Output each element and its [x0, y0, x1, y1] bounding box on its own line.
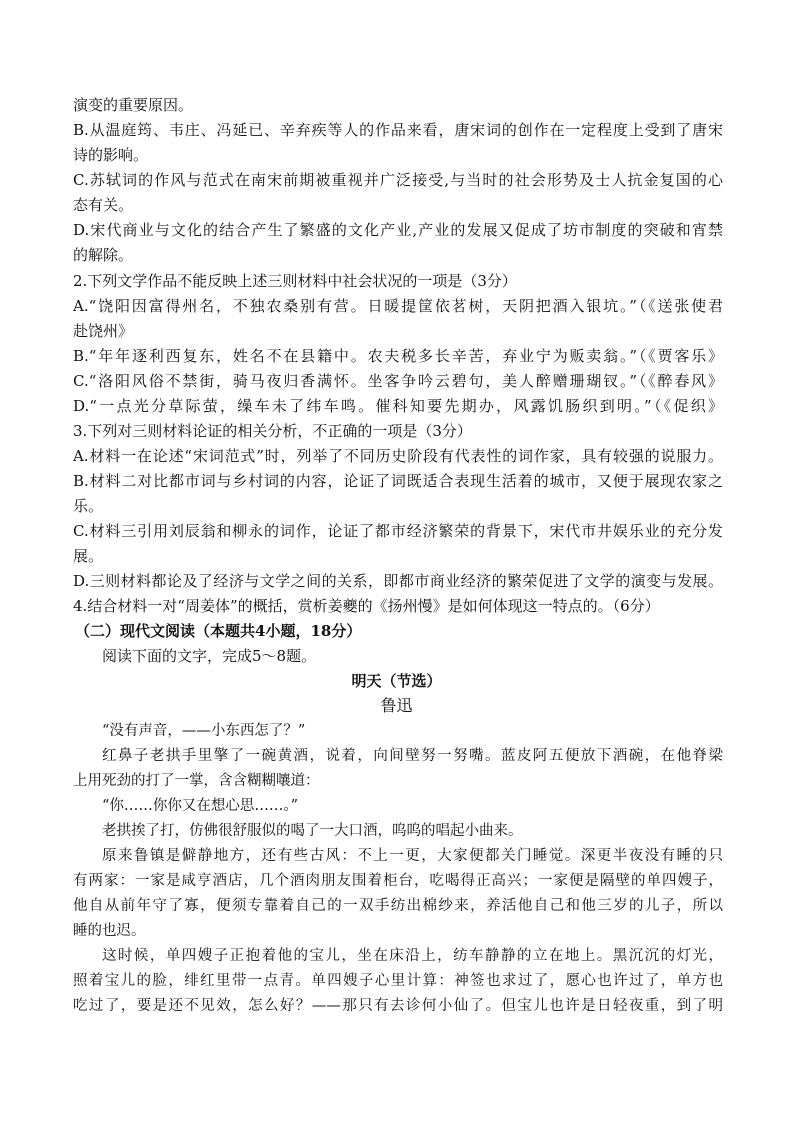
story-paragraph-2-line1: 红鼻子老拱手里擎了一碗黄酒，说着，向间壁努一努嘴。蓝皮阿五便放下酒碗，在他脊梁	[102, 748, 723, 764]
q1-option-d-line2: 的解除。	[73, 246, 134, 264]
q2-option-d: D.“一点光分草际萤，缲车未了纬车鸣。催科知要先期办，风露饥肠织到明。”（《促织》	[73, 397, 723, 415]
q3-option-b-line1: B.材料二对比都市词与乡村词的内容，论证了词既适合表现生活着的城市，又便于展现农家之	[73, 472, 723, 490]
q4-stem: 4.结合材料一对“周姜体”的概括，赏析姜夔的《扬州慢》是如何体现这一特点的。（6分）	[73, 597, 660, 615]
q1-option-b-line2: 诗的影响。	[73, 146, 149, 164]
story-paragraph-3: “你……你你又在想心思……。”	[102, 798, 299, 814]
story-paragraph-6-line3: 吃过了，要是还不见效，怎么好？——那只有去诊何小仙了。但宝儿也许是日轻夜重，到了明	[73, 998, 723, 1014]
q2-stem: 2.下列文学作品不能反映上述三则材料中社会状况的一项是（3分）	[73, 272, 517, 290]
story-paragraph-5-line4: 睡的也迟。	[73, 923, 146, 939]
reading-instruction: 阅读下面的文字，完成5～8题。	[102, 647, 317, 665]
q2-option-a-line1: A.“饶阳因富得州名，不独农桑别有营。日暖提筐依茗树，天阴把酒入银坑。”（《送张使君	[73, 297, 723, 315]
story-paragraph-2-line2: 上用死劲的打了一掌，含含糊糊嚷道：	[73, 773, 320, 789]
story-paragraph-6-line1: 这时候，单四嫂子正抱着他的宝儿，坐在床沿上，纺车静静的立在地上。黑沉沉的灯光，	[102, 948, 723, 964]
q1-option-c-line1: C.苏轼词的作风与范式在南宋前期被重视并广泛接受,与当时的社会形势及士人抗金复国的心	[73, 171, 723, 189]
story-paragraph-5-line2: 有两家：一家是咸亨酒店，几个酒肉朋友围着柜台，吃喝得正高兴；一家便是隔壁的单四嫂子，	[73, 873, 723, 889]
q3-option-d: D.三则材料都论及了经济与文学之间的关系，即都市商业经济的繁荣促进了文学的演变与发展。	[73, 572, 723, 590]
q3-option-a: A.材料一在论述“宋词范式”时，列举了不同历史阶段有代表性的词作家，具有较强的说服力。	[73, 447, 723, 465]
q2-option-a-line2: 赴饶州》	[73, 322, 134, 340]
story-paragraph-5-line3: 他自从前年守了寡，便须专靠着自己的一双手纺出棉纱来，养活他自己和他三岁的儿子，所以	[73, 898, 723, 914]
q2-option-c: C.“洛阳风俗不禁街，骑马夜归香满怀。坐客争吟云碧句，美人醉赠珊瑚钗。”（《醉春风》	[73, 372, 723, 390]
passage-author: 鲁迅	[380, 696, 413, 715]
passage-title: 明天（节选）	[351, 672, 442, 690]
story-paragraph-4: 老拱挨了打，仿佛很舒服似的喝了一大口酒，呜呜的唱起小曲来。	[102, 823, 523, 839]
story-paragraph-1: “没有声音，——小东西怎了？”	[102, 723, 306, 739]
q3-option-c-line1: C.材料三引用刘辰翁和柳永的词作，论证了都市经济繁荣的背景下，宋代市井娱乐业的充分发	[73, 522, 723, 540]
story-paragraph-6-line2: 照着宝儿的脸，绯红里带一点青。单四嫂子心里计算：神签也求过了，愿心也许过了，单方也	[73, 973, 723, 989]
story-paragraph-5-line1: 原来鲁镇是僻静地方，还有些古风：不上一更，大家便都关门睡觉。深更半夜没有睡的只	[102, 848, 723, 864]
q1-option-b-line1: B.从温庭筠、韦庄、冯延已、辛弃疾等人的作品来看，唐宋词的创作在一定程度上受到了唐宋	[73, 121, 723, 139]
q1-option-c-line2: 态有关。	[73, 196, 134, 214]
q1-option-d-line1: D.宋代商业与文化的结合产生了繁盛的文化产业,产业的发展又促成了坊市制度的突破和宵禁	[73, 221, 723, 239]
q3-option-c-line2: 展。	[73, 547, 104, 565]
q1-option-a-tail: 演变的重要原因。	[73, 96, 194, 114]
q3-option-b-line2: 乐。	[73, 497, 104, 515]
q2-option-b: B.“年年逐利西复东，姓名不在县籍中。农夫税多长辛苦，弃业宁为贩卖翁。”（《贾客乐》	[73, 347, 723, 365]
section-heading: （二）现代文阅读（本题共4小题，18分）	[75, 622, 362, 640]
q3-stem: 3.下列对三则材料论证的相关分析，不正确的一项是（3分）	[73, 422, 472, 440]
